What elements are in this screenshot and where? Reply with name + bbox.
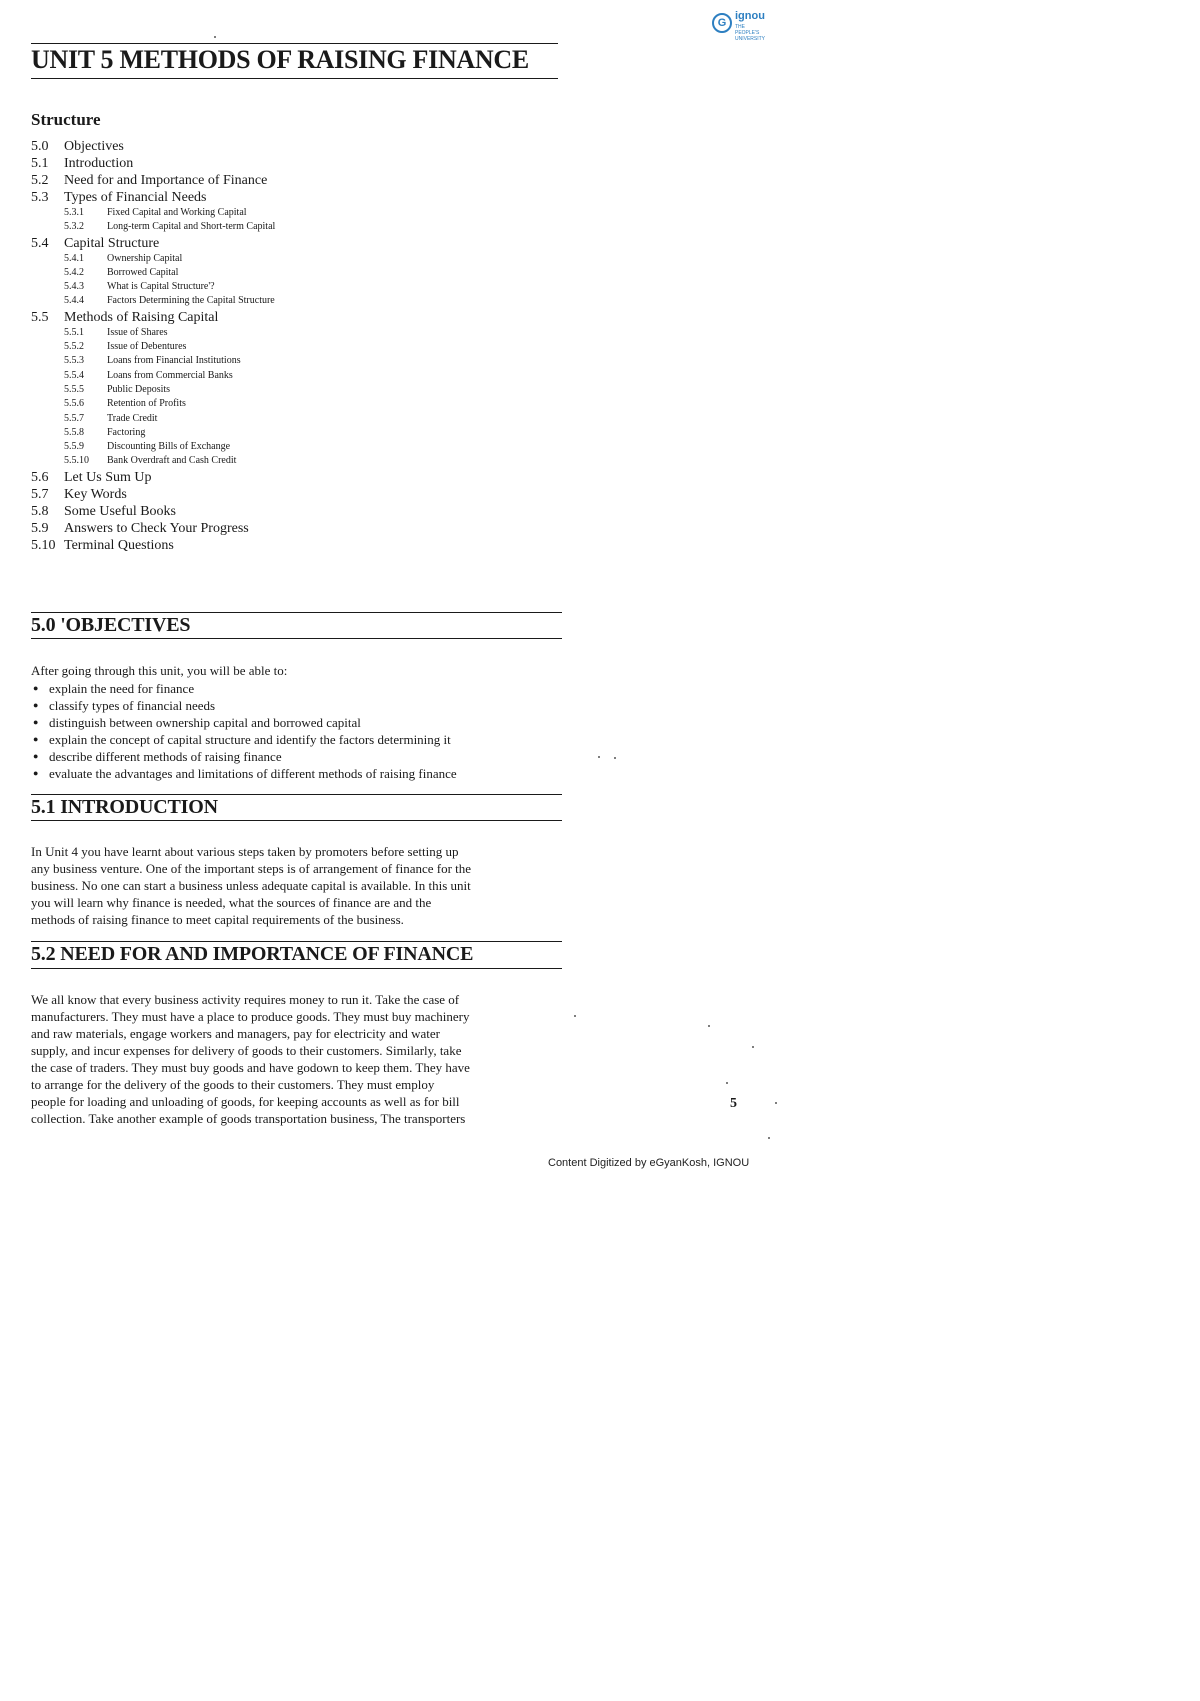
toc-number: 5.8 [31,503,49,519]
toc-number: 5.10 [31,537,56,553]
toc-item [31,309,551,326]
toc-label: Long-term Capital and Short-term Capital [107,221,276,233]
toc-number: 5.2 [31,173,49,188]
text-line: supply, and incur expenses for delivery of goods to their customers. Similarly, take [31,1043,462,1058]
toc-item [31,266,551,280]
scan-speck [752,1046,754,1048]
text-line: people for loading and unloading of goods, for keeping accounts as well as for bill [31,1094,460,1109]
toc-label: What is Capital Structure'? [107,281,215,293]
scan-speck [726,1082,728,1084]
toc-number: 5.9 [31,520,49,536]
toc-item [31,469,551,486]
need-paragraph [31,991,564,1127]
list-item: ● distinguish between ownership capital and borrowed capital [33,714,457,731]
logo-tagline: THE PEOPLE'S UNIVERSITY [735,24,766,42]
toc-number: 5.5.4 [64,369,84,381]
toc-label: Key Words [64,486,127,502]
toc-number: 5.3 [31,190,49,205]
toc-label: Public Deposits [107,383,171,395]
toc-item [31,138,551,155]
toc-item [31,252,551,266]
toc-item [31,397,551,411]
toc-label: Ownership Capital [107,252,183,264]
toc-number: 5.3.1 [64,207,84,218]
toc-label: Bank Overdraft and Cash Credit [107,455,237,467]
toc-number: 5.4.2 [64,266,84,278]
toc-number: 5.5.6 [64,398,84,410]
toc-label: Types of Financial Needs [64,190,207,205]
toc-number: 5.4.4 [64,295,84,307]
need-bottom-rule [31,968,562,969]
toc-item [31,383,551,397]
toc-number: 5.6 [31,469,49,485]
toc-number: 5.5.7 [64,412,84,424]
toc-item [31,340,551,354]
objectives-bottom-rule [31,638,562,639]
ignou-logo [712,10,768,42]
list-item: ● classify types of financial needs [33,697,457,714]
toc-number: 5.5.5 [64,383,84,395]
need-top-rule [31,941,562,942]
title-bottom-rule [31,78,558,79]
text-line: and raw materials, engage workers and managers, pay for electricity and water [31,1026,440,1041]
scan-speck [775,1102,777,1104]
toc-label: Need for and Importance of Finance [64,173,268,188]
toc-item [31,503,551,520]
page-number: 5 [730,1096,737,1111]
toc-item [31,155,551,172]
toc-label: Some Useful Books [64,503,176,519]
text-line: any business venture. One of the important steps is of arrangement of finance for the [31,861,472,876]
toc-item [31,537,551,554]
toc-item [31,206,551,220]
objectives-intro: After going through this unit, you will be able to: [31,663,288,678]
toc-number: 5.5.10 [64,455,89,467]
objectives-top-rule [31,612,562,613]
toc-label: Objectives [64,139,124,154]
toc-number: 5.5.9 [64,441,84,453]
toc-label: Issue of Shares [107,326,168,338]
toc-item [31,172,551,189]
need-heading: 5.2 NEED FOR AND IMPORTANCE OF FINANCE [31,943,474,965]
introduction-heading: 5.1 INTRODUCTION [31,796,218,818]
list-item: ● explain the concept of capital structure and identify the factors determining it [33,731,457,748]
objectives-list [33,680,457,782]
text-line: In Unit 4 you have learnt about various steps taken by promoters before setting up [31,844,459,859]
toc-number: 5.5.1 [64,326,84,338]
text-line: the case of traders. They must buy goods and have godown to keep them. They have [31,1060,470,1075]
toc-item [31,520,551,537]
toc-item [31,280,551,294]
scan-speck [768,1137,770,1139]
toc-label: Loans from Financial Institutions [107,355,241,367]
toc-label: Answers to Check Your Progress [64,520,249,536]
text-line: business. No one can start a business unless adequate capital is available. In this unit [31,878,471,893]
text-line: We all know that every business activity requires money to run it. Take the case of [31,992,460,1007]
title-top-rule [31,43,558,44]
scan-speck [598,756,600,758]
toc-label: Terminal Questions [64,537,174,553]
toc-label: Issue of Debentures [107,341,187,353]
toc-label: Loans from Commercial Banks [107,369,233,381]
toc-item [31,440,551,454]
toc-number: 5.4 [31,235,49,251]
toc-label: Discounting Bills of Exchange [107,441,231,453]
toc-number: 5.5.2 [64,341,84,353]
introduction-top-rule [31,794,562,795]
footer-credit: Content Digitized by eGyanKosh, IGNOU [548,1157,750,1169]
toc-label: Factoring [107,426,146,438]
toc-item [31,326,551,340]
toc-number: 5.4.3 [64,281,84,293]
toc-number: 5.5.3 [64,355,84,367]
text-line: manufacturers. They must have a place to produce goods. They must buy machinery [31,1009,470,1024]
toc-number: 5.7 [31,486,49,502]
list-item: ● evaluate the advantages and limitations of different methods of raising finance [33,765,457,782]
toc-number: 5.5.8 [64,426,84,438]
toc-label: Fixed Capital and Working Capital [107,207,247,218]
scan-speck [614,757,616,759]
toc-label: Factors Determining the Capital Structure [107,295,275,307]
text-line: to arrange for the delivery of the goods to their customers. They must employ [31,1077,435,1092]
toc-item [31,369,551,383]
introduction-paragraph [31,843,564,928]
toc-label: Let Us Sum Up [64,469,152,485]
toc-label: Borrowed Capital [107,266,179,278]
text-line: collection. Take another example of goods transportation business, The transporters [31,1111,466,1126]
text-line: you will learn why finance is needed, what the sources of finance are and the [31,895,432,910]
toc-number: 5.5 [31,309,49,325]
table-of-contents [31,138,551,554]
logo-emblem-icon: G [712,13,732,33]
scan-speck [574,1015,576,1017]
toc-number: 5.0 [31,139,49,154]
toc-item [31,189,551,206]
toc-item [31,486,551,503]
scan-speck [708,1025,710,1027]
toc-label: Methods of Raising Capital [64,309,219,325]
toc-label: Trade Credit [107,412,158,424]
introduction-bottom-rule [31,820,562,821]
toc-number: 5.4.1 [64,252,84,264]
toc-item [31,426,551,440]
toc-label: Introduction [64,156,134,171]
toc-item [31,220,551,234]
toc-item [31,294,551,308]
unit-title: UNIT 5 METHODS OF RAISING FINANCE [31,45,529,74]
text-line: methods of raising finance to meet capital requirements of the business. [31,912,404,927]
list-item: ● explain the need for finance [33,680,457,697]
logo-name: ignou [735,10,765,22]
objectives-heading: 5.0 'OBJECTIVES [31,614,191,636]
toc-item [31,454,551,468]
toc-item [31,354,551,368]
toc-item [31,235,551,252]
toc-label: Capital Structure [64,235,160,251]
toc-label: Retention of Profits [107,398,186,410]
list-item: ● describe different methods of raising finance [33,748,457,765]
structure-heading: Structure [31,110,101,129]
toc-number: 5.3.2 [64,221,84,233]
toc-item [31,412,551,426]
toc-number: 5.1 [31,156,49,171]
scan-speck [214,36,216,38]
